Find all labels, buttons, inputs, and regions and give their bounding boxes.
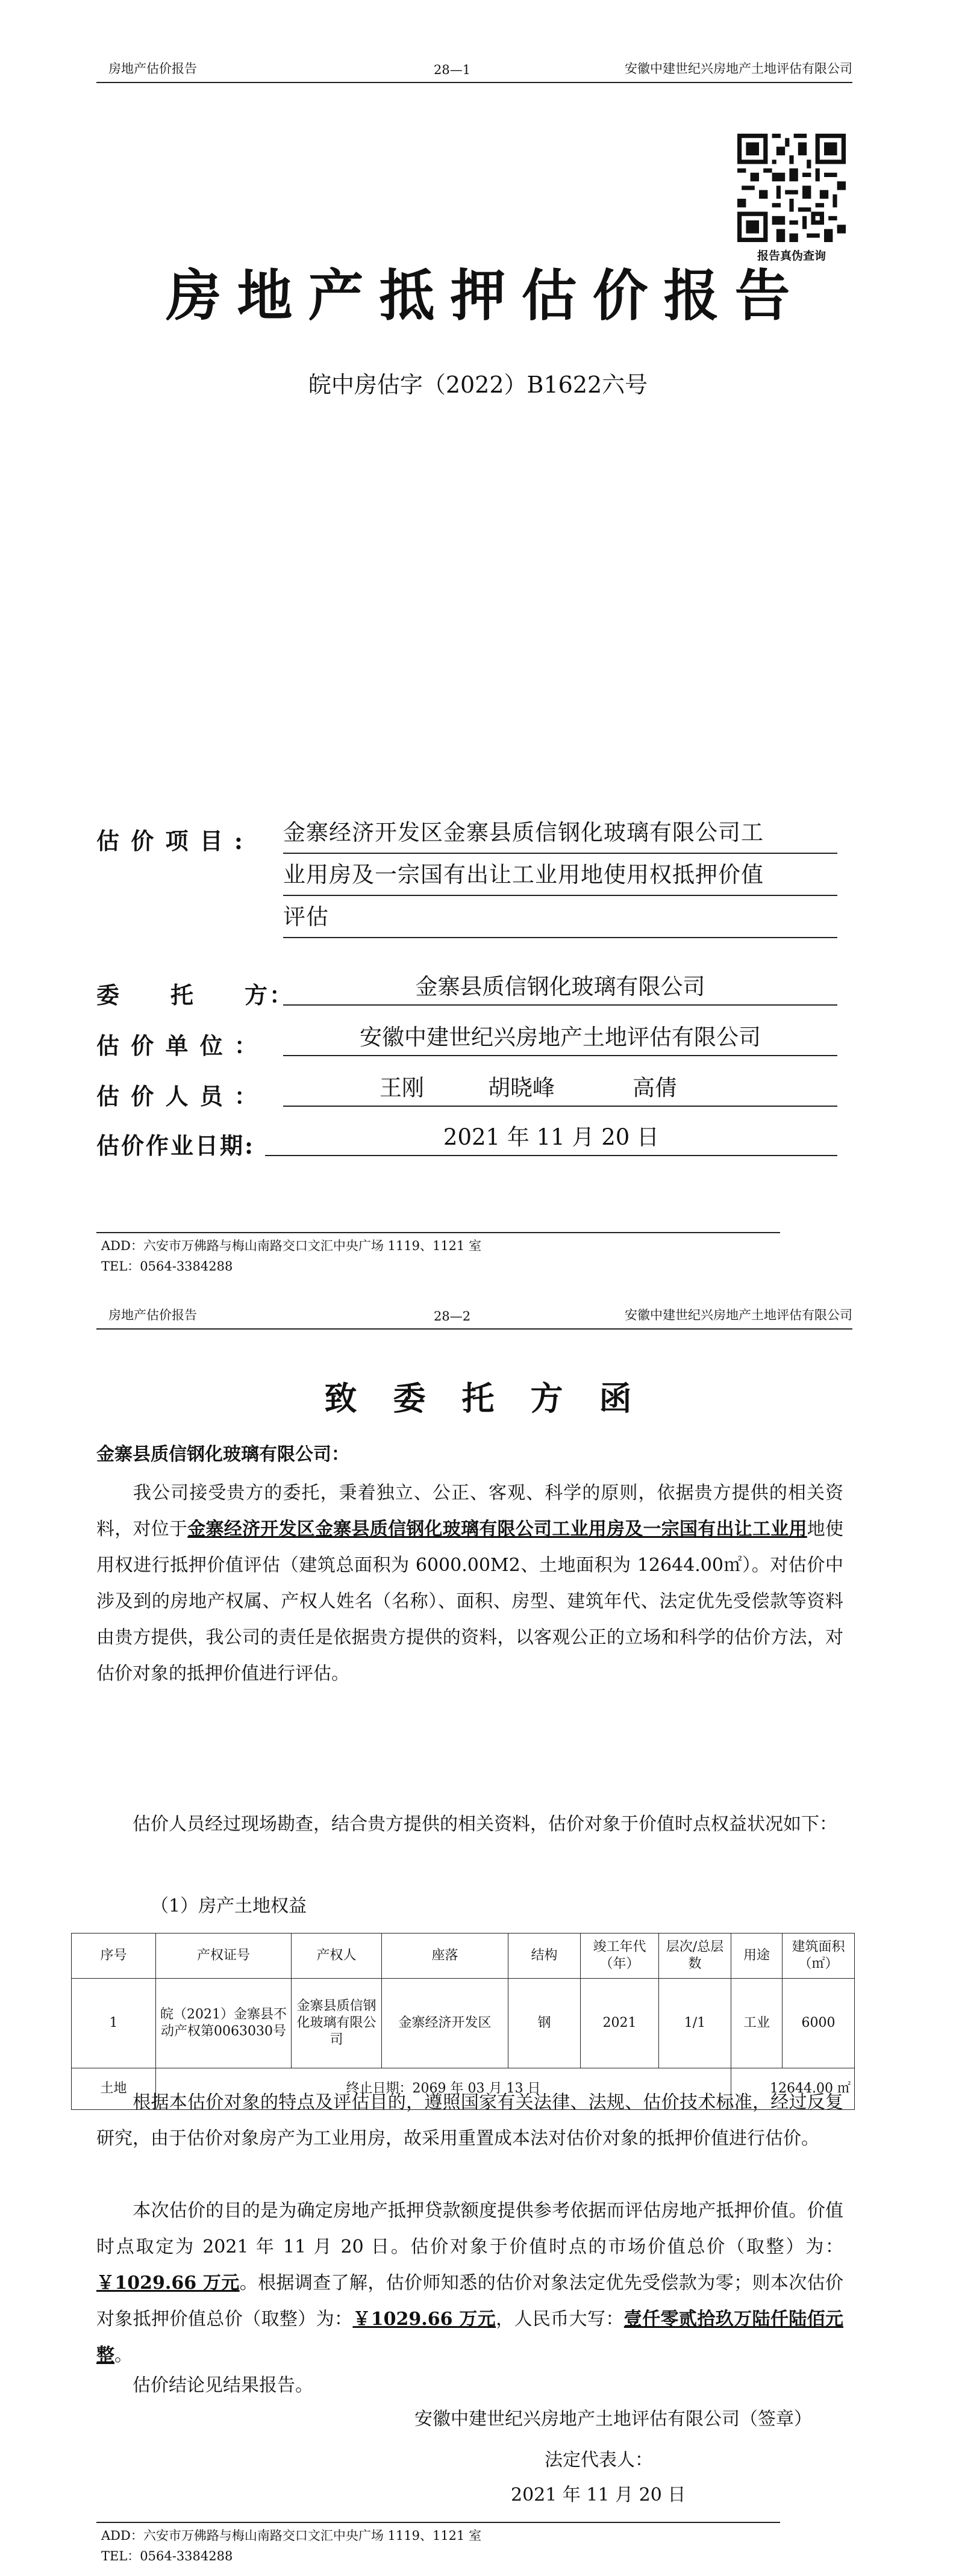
letter-paragraph-5 <box>96 2368 843 2404</box>
table-cell: 2021 <box>581 1979 659 2068</box>
page-header <box>96 55 852 83</box>
p1-property: 金寨经济开发区金寨县质信钢化玻璃有限公司工业用房及一宗国有出让工业用 <box>187 1519 807 1540</box>
work-date-label: 估价作业日期: <box>96 1132 255 1159</box>
p4-intro: 本次估价的目的是为确定房地产抵押贷款额度提供参考依据而评估房地产抵押价值。价值时点取定为 2021 年 11 月 20 日。估价对象于价值时点的市场价值总价（取整）为： <box>96 2200 843 2257</box>
letter-paragraph-1 <box>96 1475 843 1692</box>
appraiser-name: 胡晓峰 <box>488 1075 555 1101</box>
table-cell: 1/1 <box>659 1979 731 2068</box>
table-cell: 钢 <box>508 1979 581 2068</box>
appraiser-org-label: 估 价 单 位 ： <box>96 1032 259 1059</box>
mortgage-value: ￥1029.66 万元 <box>352 2309 496 2330</box>
p1-body: 地使用权进行抵押价值评估（建筑总面积为 6000.00M2、土地面积为 12644.00㎡）。对估价中涉及到的房地产权属、产权人姓名（名称）、面积、房型、建筑年代、法定优先受偿款等资料由贵方提供，我公司的责任是依据贵方提供的资料，以客观公正的立场和科学的估价方法，对估价对象的抵押价值进行评估。 <box>96 1519 844 1684</box>
appraiser-org-value: 安徽中建世纪兴房地产土地评估有限公司 <box>283 1020 837 1056</box>
p2-text: 估价人员经过现场勘查，结合贵方提供的相关资料，估价对象于价值时点权益状况如下： <box>133 1814 837 1835</box>
letter-date: 2021 年 11 月 20 日 <box>511 2484 686 2506</box>
table-header: 产权证号 <box>156 1934 292 1979</box>
table-header: 产权人 <box>292 1934 382 1979</box>
market-value: ￥1029.66 万元 <box>96 2273 240 2294</box>
p4-cn-label: ，人民币大写： <box>496 2309 624 2330</box>
footer-rule <box>96 2522 780 2523</box>
table-cell: 1 <box>72 1979 156 2068</box>
mortgage-value-cn: 壹仟零贰拾玖万陆仟陆佰元整 <box>96 2309 844 2366</box>
footer-tel: TEL：0564-3384288 <box>101 1259 233 1274</box>
letter-paragraph-3 <box>96 2085 843 2157</box>
project-value <box>283 812 837 938</box>
land-term-cell: 终止日期：2069 年 03 月 13 日 <box>156 2068 731 2110</box>
footer-rule <box>96 1232 780 1233</box>
table-cell: 6000 <box>783 1979 855 2068</box>
table-cell: 皖（2021）金寨县不动产权第0063030号 <box>156 1979 292 2068</box>
table-cell: 金寨县质信钢化玻璃有限公司 <box>292 1979 382 2068</box>
appraisers-value <box>283 1071 837 1107</box>
appraiser-name: 王刚 <box>380 1075 424 1101</box>
qr-code[interactable] <box>737 134 846 242</box>
table-header: 序号 <box>72 1934 156 1979</box>
table-header: 用途 <box>731 1934 783 1979</box>
client-label: 委 托 方： <box>96 982 295 1009</box>
qr-caption: 报告真伪查询 <box>757 249 826 263</box>
land-area-cell: 12644.00 ㎡ <box>731 2068 855 2110</box>
letter-paragraph-4 <box>96 2193 843 2374</box>
p4-end: 。 <box>114 2345 133 2366</box>
page-letter <box>0 1289 956 2576</box>
header-left: 房地产估价报告 <box>108 61 197 76</box>
project-line: 业用房及一宗国有出让工业用地使用权抵押价值 <box>283 854 837 896</box>
project-line: 金寨经济开发区金寨县质信钢化玻璃有限公司工 <box>283 812 837 854</box>
table-header: 结构 <box>508 1934 581 1979</box>
table-header: 竣工年代（年） <box>581 1934 659 1979</box>
header-right: 安徽中建世纪兴房地产土地评估有限公司 <box>625 1308 852 1322</box>
footer-address: ADD：六安市万佛路与梅山南路交口文汇中央广场 1119、1121 室 <box>101 2528 482 2543</box>
table-header: 层次/总层数 <box>659 1934 731 1979</box>
table-cell: 金寨经济开发区 <box>382 1979 508 2068</box>
table-header: 座落 <box>382 1934 508 1979</box>
signer: 安徽中建世纪兴房地产土地评估有限公司（签章） <box>414 2409 812 2430</box>
work-date-value: 2021 年 11 月 20 日 <box>265 1120 837 1156</box>
page-header <box>96 1302 852 1330</box>
client-value: 金寨县质信钢化玻璃有限公司 <box>283 969 837 1006</box>
letter-paragraph-2 <box>96 1806 843 1843</box>
footer-address: ADD：六安市万佛路与梅山南路交口文汇中央广场 1119、1121 室 <box>101 1239 482 1253</box>
letter-title: 致委托方函 <box>324 1380 668 1417</box>
header-right: 安徽中建世纪兴房地产土地评估有限公司 <box>625 61 852 76</box>
header-page-number: 28—1 <box>434 63 471 77</box>
p4-middle: 。根据调查了解，估价师知悉的估价对象法定优先受偿款为零；则本次估价对象抵押价值总价（取整）为： <box>96 2273 844 2330</box>
table-row <box>72 1979 855 2068</box>
header-page-number: 28—2 <box>434 1309 471 1324</box>
letter-addressee: 金寨县质信钢化玻璃有限公司： <box>96 1444 349 1465</box>
report-number: 皖中房估字（2022）B1622六号 <box>308 372 648 398</box>
rights-subheading: （1）房产土地权益 <box>151 1896 307 1917</box>
appraiser-name: 高倩 <box>633 1075 677 1101</box>
legal-representative: 法定代表人： <box>545 2450 653 2471</box>
table-cell: 工业 <box>731 1979 783 2068</box>
report-title: 房地产抵押估价报告 <box>166 264 806 328</box>
project-line: 评估 <box>283 896 837 938</box>
header-left: 房地产估价报告 <box>108 1308 197 1322</box>
table-header-row <box>72 1934 855 1979</box>
rights-table <box>71 1933 855 2110</box>
appraisers-label: 估 价 人 员 ： <box>96 1083 259 1110</box>
p3-text: 根据本估价对象的特点及评估目的，遵照国家有关法律、法规、估价技术标准，经过反复研究，由于估价对象房产为工业用房，故采用重置成本法对估价对象的抵押价值进行估价。 <box>96 2092 843 2149</box>
footer-tel: TEL：0564-3384288 <box>101 2549 233 2563</box>
p5-text: 估价结论见结果报告。 <box>133 2375 313 2396</box>
table-cell: 土地 <box>72 2068 156 2110</box>
project-label: 估 价 项 目 : <box>96 827 245 854</box>
table-header: 建筑面积（㎡） <box>783 1934 855 1979</box>
p1-intro: 我公司接受贵方的委托，秉着独立、公正、客观、科学的原则，依据贵方提供的相关资料，对位于 <box>96 1482 843 1540</box>
